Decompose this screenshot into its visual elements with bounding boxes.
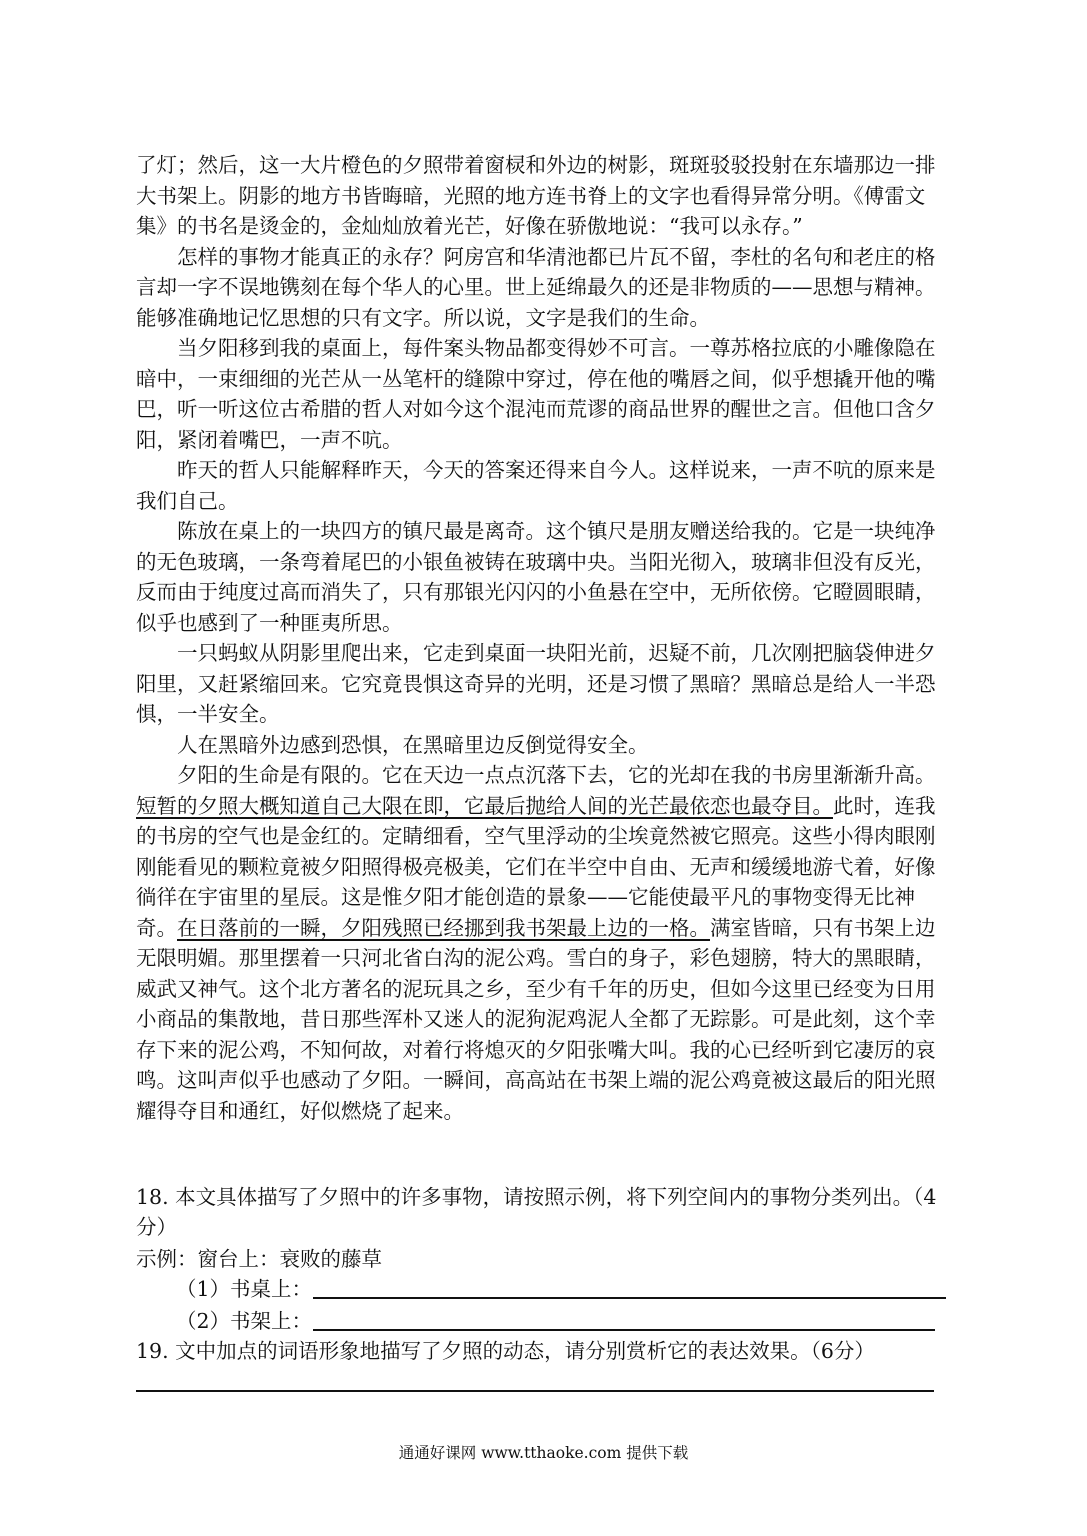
answer-line-3[interactable] bbox=[136, 1390, 934, 1392]
page-footer: 通通好课网 www.tthaoke.com 提供下载 bbox=[398, 1444, 689, 1462]
paragraph-5: 陈放在桌上的一块四方的镇尺最是离奇。这个镇尺是朋友赠送给我的。它是一块纯净的无色玻璃，一条弯着尾巴的小银鱼被铸在玻璃中央。当阳光彻入，玻璃非但没有反光，反而由于纯度过高而消失了，只有那银光闪闪的小鱼悬在空中，无所依傍。它瞪圆眼睛，似乎也感到了一种匪夷所思。 bbox=[136, 519, 936, 635]
paragraph-8-part-a: 夕阳的生命是有限的。它在天边一点点沉落下去，它的光却在我的书房里渐渐升高。 bbox=[177, 763, 936, 787]
underlined-sentence-2: 在日落前的一瞬，夕阳残照已经挪到我书架最上边的一格。 bbox=[177, 915, 710, 940]
answer-line-1[interactable] bbox=[313, 1297, 946, 1299]
question-19: 19. 文中加点的词语形象地描写了夕照的动态，请分别赏析它的表达效果。（6分） bbox=[136, 1339, 875, 1363]
paragraph-4: 昨天的哲人只能解释昨天，今天的答案还得来自今人。这样说来，一声不吭的原来是我们自己。 bbox=[136, 458, 936, 513]
answer-line-2[interactable] bbox=[313, 1329, 935, 1331]
paragraph-8 bbox=[136, 760, 948, 1126]
question-18-example: 示例：窗台上：衰败的藤草 bbox=[136, 1247, 382, 1271]
reading-passage bbox=[136, 150, 948, 1126]
question-18: 18. 本文具体描写了夕照中的许多事物，请按照示例，将下列空间内的事物分类列出。（4分） bbox=[136, 1185, 937, 1239]
paragraph-1: 了灯；然后，这一大片橙色的夕照带着窗棂和外边的树影，斑斑驳驳投射在东墙那边一排大书架上。阴影的地方书皆晦暗，光照的地方连书脊上的文字也看得异常分明。《傅雷文集》的书名是烫金的，金灿灿放着光芒，好像在骄傲地说：“我可以永存。” bbox=[136, 153, 936, 238]
paragraph-6: 一只蚂蚁从阴影里爬出来，它走到桌面一块阳光前，迟疑不前，几次刚把脑袋伸进夕阳里，又赶紧缩回来。它究竟畏惧这奇异的光明，还是习惯了黑暗？黑暗总是给人一半恐惧，一半安全。 bbox=[136, 641, 936, 726]
paragraph-7: 人在黑暗外边感到恐惧，在黑暗里边反倒觉得安全。 bbox=[177, 732, 649, 757]
question-18-item-1-label: （1）书桌上： bbox=[176, 1277, 313, 1301]
paragraph-8-part-c: 满室皆暗，只有书架上边无限明媚。那里摆着一只河北省白沟的泥公鸡。雪白的身子，彩色翅膀，特大的黑眼睛，威武又神气。这个北方著名的泥玩具之乡，至少有千年的历史，但如今这里已经变为日用小商品的集散地，昔日那些浑朴又迷人的泥狗泥鸡泥人全都了无踪影。可是此刻，这个幸存下来的泥公鸡，不知何故，对着行将熄灭的夕阳张嘴大叫。我的心已经听到它凄厉的哀鸣。这叫声似乎也感动了夕阳。一瞬间，高高站在书架上端的泥公鸡竟被这最后的阳光照耀得夺目和通红，好似燃烧了起来。 bbox=[136, 915, 936, 1123]
paragraph-2: 怎样的事物才能真正的永存？阿房宫和华清池都已片瓦不留，李杜的名句和老庄的格言却一字不误地镌刻在每个华人的心里。世上延绵最久的还是非物质的——思想与精神。能够准确地记忆思想的只有文字。所以说，文字是我们的生命。 bbox=[136, 244, 936, 330]
paragraph-3: 当夕阳移到我的桌面上，每件案头物品都变得妙不可言。一尊苏格拉底的小雕像隐在暗中，一束细细的光芒从一丛笔杆的缝隙中穿过，停在他的嘴唇之间，似乎想撬开他的嘴巴，听一听这位古希腊的哲人对如今这个混沌而荒谬的商品世界的醒世之言。但他口含夕阳，紧闭着嘴巴，一声不吭。 bbox=[136, 336, 936, 452]
question-18-item-2-label: （2）书架上： bbox=[176, 1309, 313, 1333]
underlined-sentence-1: 短暂的夕照大概知道自己大限在即，它最后抛给人间的光芒最依恋也最夺目。 bbox=[136, 793, 833, 818]
paragraph-8-part-b: 此时，连我的书房的空气也是金红的。定睛细看，空气里浮动的尘埃竟然被它照亮。这些小得肉眼刚刚能看见的颗粒竟被夕阳照得极亮极美，它们在半空中自由、无声和缓缓地游弋着，好像徜徉在宇宙里的星辰。这是惟夕阳才能创造的景象——它能使最平凡的事物变得无比神奇。 bbox=[136, 793, 936, 940]
